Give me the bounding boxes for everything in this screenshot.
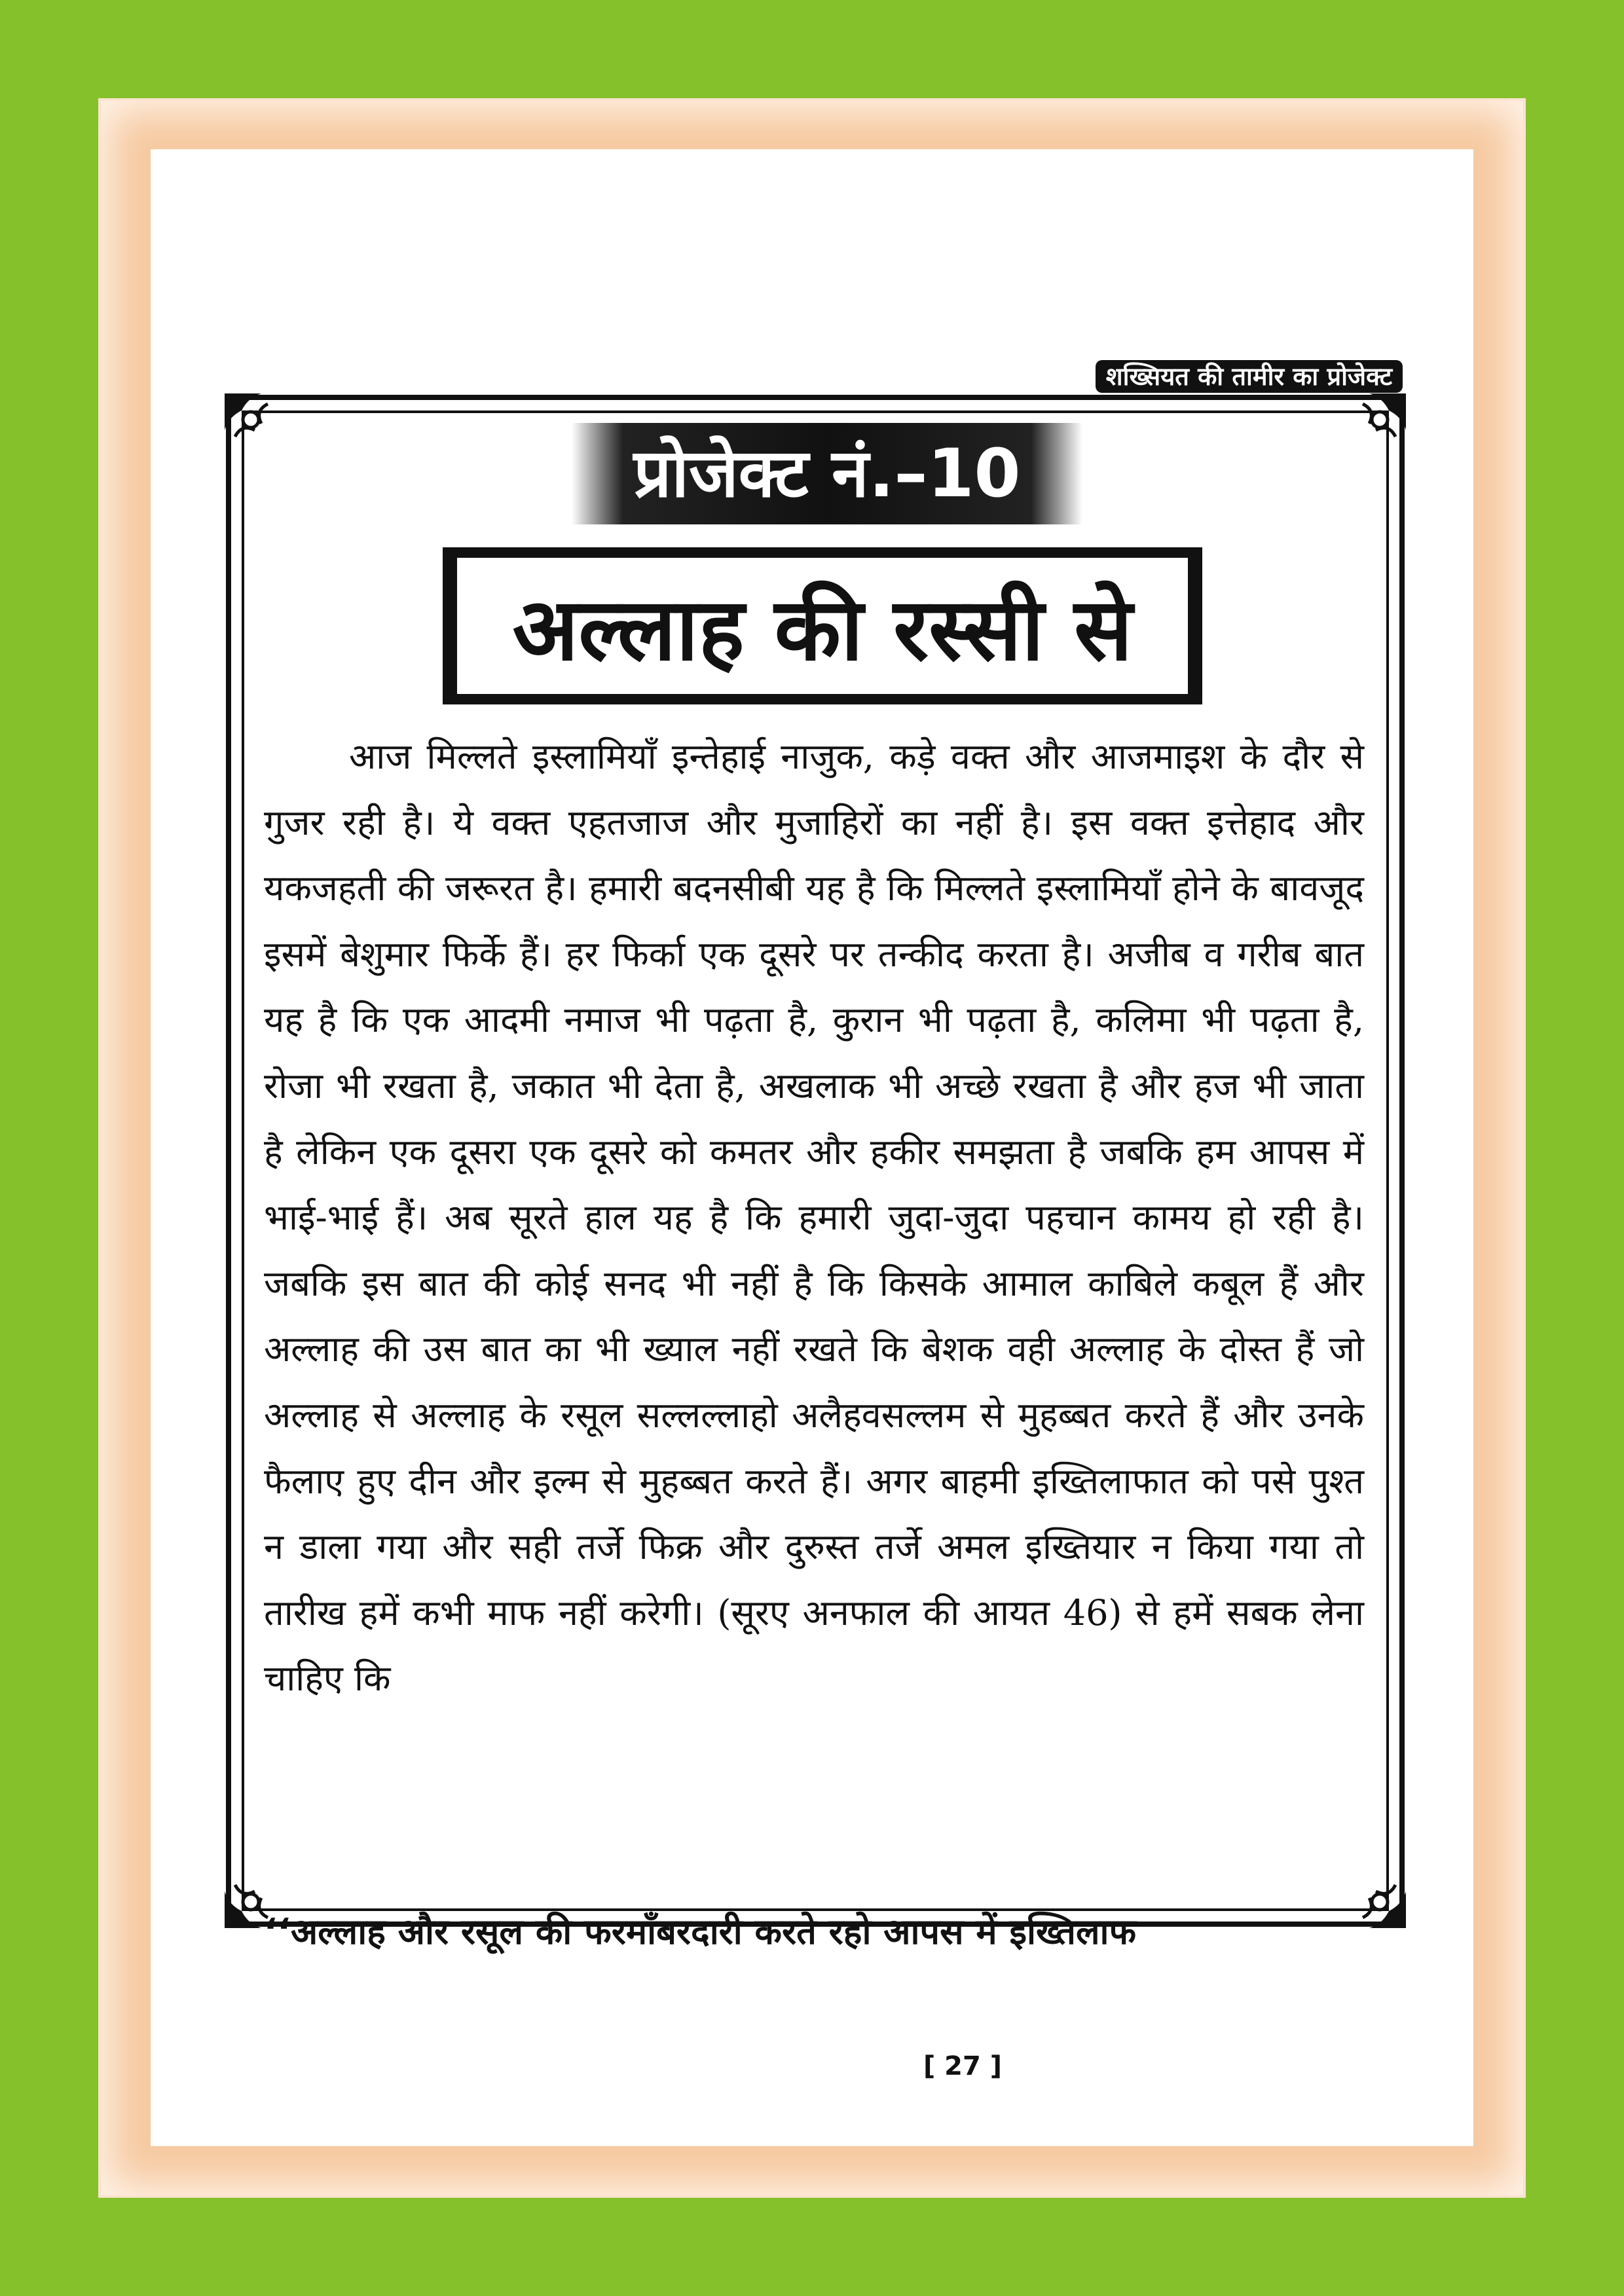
page-number: [ 27 ] bbox=[897, 2047, 1028, 2086]
ornamental-border bbox=[226, 395, 1405, 1952]
book-page bbox=[151, 149, 1473, 2146]
project-number-banner: प्रोजेक्ट नं.–10 bbox=[572, 423, 1082, 524]
decorative-frame bbox=[98, 98, 1526, 2198]
corner-ornament-icon bbox=[222, 391, 294, 463]
corner-ornament-icon bbox=[1337, 391, 1409, 463]
running-header: शख्सियत की तामीर का प्रोजेक्ट bbox=[1096, 360, 1403, 393]
bold-quote-line: ‘‘अल्लाह और रसूल की फरमाँबरदारी करते रहो आपस में इख्तिलाफ bbox=[264, 1911, 1137, 1952]
chapter-title: अल्लाह की रस्सी से bbox=[457, 558, 1188, 694]
body-paragraph: आज मिल्लते इस्लामियाँ इन्तेहाई नाजुक, कड़े वक्त और आजमाइश के दौर से गुजर रही है। ये वक्त एहतजाज और मुजाहिरों का नहीं है। इस वक्त इत्तेहाद और यकजहती की जरूरत है। हमारी बदनसीबी यह है कि मिल्लते इस्लामियाँ होने के बावजूद इसमें बेशुमार फिर्के हैं। हर फिर्का एक दूसरे पर तन्कीद करता है। अजीब व गरीब बात यह है कि एक आदमी नमाज भी पढ़ता है, कुरान भी पढ़ता है, कलिमा भी पढ़ता है, रोजा भी रखता है, जकात भी देता है, अखलाक भी अच्छे रखता है और हज भी जाता है लेकिन एक दूसरा एक दूसरे को कमतर और हकीर समझता है जबकि हम आपस में भाई-भाई हैं। अब सूरते हाल यह है कि हमारी जुदा-जुदा पहचान कामय हो रही है। जबकि इस बात की कोई सनद भी नहीं है कि किसके आमाल काबिले कबूल हैं और अल्लाह की उस बात का भी ख्याल नहीं रखते कि बेशक वही अल्लाह के दोस्त हैं जो अल्लाह से अल्लाह के रसूल सल्लल्लाहो अलैहवसल्लम से मुहब्बत करते हैं और उनके फैलाए हुए दीन और इल्म से मुहब्बत करते हैं। अगर बाहमी इख्तिलाफात को पसे पुश्त न डाला गया और सही तर्जे फिक्र और दुरुस्त तर्जे अमल इख्तियार न किया गया तो तारीख हमें कभी माफ नहीं करेगी। (सूरए अनफाल की आयत 46) से हमें सबक लेना चाहिए कि bbox=[264, 736, 1364, 1700]
chapter-title-box bbox=[443, 547, 1202, 704]
